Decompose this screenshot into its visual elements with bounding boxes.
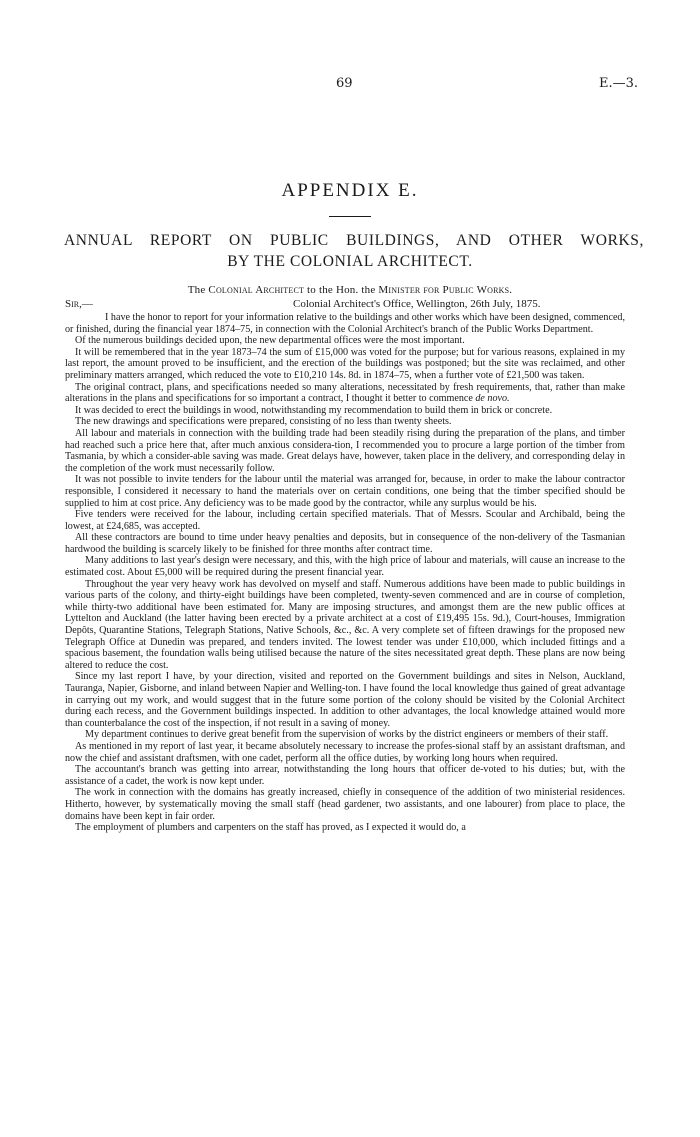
addressing-to-text: to the Hon. the	[307, 284, 376, 296]
report-body	[65, 312, 625, 834]
paragraph: Five tenders were received for the labour, including certain specified materials. That of Messrs. Scoular and Archibald, being the lowest, at £24,685, was accepted.	[65, 509, 625, 532]
paragraph: Since my last report I have, by your direction, visited and reported on the Government buildings and sites in Nelson, Auckland, Tauranga, Napier, Gisborne, and inland between Napier and Welling-ton. I have found the local knowledge thus gained of great advantage in carrying out my work, and would suggest that in the future some portion of the colony should be visited by the Colonial Architect during each recess, and the Government buildings inspected. In addition to other advantages, the local knowledge attained would more than counterbalance the cost of the inspection, if not result in a saving of money.	[65, 671, 625, 729]
page-number: 69	[336, 76, 353, 91]
addressing-to: Minister for Public Works.	[378, 284, 513, 296]
paragraph: The work in connection with the domains has greatly increased, chiefly in consequence of the addition of two ministerial residences. Hitherto, however, by systematically moving the small staff (head gardener, two assistants, and one labourer) from place to place, the domains have been kept in fair order.	[65, 787, 625, 822]
paragraph: It was decided to erect the buildings in wood, notwithstanding my recommendation to build them in brick or concrete.	[75, 404, 553, 416]
paragraph: My department continues to derive great benefit from the supervision of works by the district engineers or members of their staff.	[85, 729, 609, 741]
paragraph: I have the honor to report for your information relative to the buildings and other works which have been designed, commenced, or finished, during the financial year 1874–75, in connection with the Colonial Architect's branch of the Public Works Department.	[65, 312, 625, 335]
appendix-title: APPENDIX E.	[281, 180, 419, 201]
addressing-the: The	[187, 284, 206, 296]
paragraph: All these contractors are bound to time under heavy penalties and deposits, but in consequence of the non-delivery of the Tasmanian hardwood the building is scarcely likely to be finished for three months after contract time.	[65, 532, 625, 555]
paragraph: It will be remembered that in the year 1873–74 the sum of £15,000 was voted for the purpose; but for various reasons, explained in my last report, the amount proved to be insufficient, and the erection of the buildings was postponed; but the site was reclaimed, and other preliminary matters arranged, which reduced the vote to £10,210 14s. 8d. in 1874–75, when a further vote of £21,500 was taken.	[65, 346, 625, 381]
paragraph: As mentioned in my report of last year, it became absolutely necessary to increase the profes-sional staff by an assistant draftsman, and now the chief and assistant draftsmen, with one cadet, perform all the office duties, by working long hours when required.	[65, 740, 625, 764]
paragraph: Of the numerous buildings decided upon, the new departmental offices were the most important.	[75, 335, 465, 347]
paragraph: It was not possible to invite tenders for the labour until the material was arranged for, because, in order to make the labour contractor responsible, I considered it necessary to hand the materials over on certain conditions, one being that the timber specified should be supplied to him at cost price. Any deficiency was to be made good by the contractor, while any surplus would be his.	[65, 474, 625, 509]
salutation: Sir,—	[65, 298, 93, 310]
paragraph: The employment of plumbers and carpenters on the staff has proved, as I expected it would do, a	[75, 822, 466, 834]
italic-phrase: de novo.	[475, 393, 510, 405]
report-title-line-2: BY THE COLONIAL ARCHITECT.	[227, 253, 473, 270]
report-title-line-1: ANNUAL REPORT ON PUBLIC BUILDINGS, AND OTHER WORKS,	[64, 232, 644, 249]
paragraph-text: The original contract, plans, and specifications needed so many alterations, necessitated by fresh requirements, that, rather than make alterations in the plans and specifications for so important a contract, I thought it better to commence	[65, 381, 625, 405]
paragraph: Throughout the year very heavy work has devolved on myself and staff. Numerous additions have been made to public buildings in various parts of the colony, and thirty-eight buildings have been completed, twenty-seven commenced and are in course of completion, while thirty-two additional have been estimated for. Many are imposing structures, and amongst them are the new public offices at Lyttelton and Auckland (the latter having been erected by a private architect at a cost of £19,495 15s. 9d.), Court-houses, Immigration Depôts, Quarantine Stations, Telegraph Stations, Native Schools, &c., &c. A very complete set of fifteen drawings for the proposed new Telegraph Office at Dunedin was prepared, and tenders invited. The lowest tender was under £10,000, which included fittings and a spacious basement, the foundation walls being utilised because the nature of the sites necessitated great depth. These plans are now being altered to reduce the cost.	[65, 578, 625, 671]
paragraph	[65, 382, 625, 405]
paragraph: The new drawings and specifications were prepared, consisting of no less than twenty sheets.	[75, 416, 452, 428]
document-reference: E.—3.	[598, 76, 638, 91]
office-dateline: Colonial Architect's Office, Wellington, 26th July, 1875.	[293, 298, 541, 310]
title-divider	[329, 216, 371, 217]
paragraph: The accountant's branch was getting into arrear, notwithstanding the long hours that officer de-voted to his duties; but, with the assistance of a cadet, the work is now kept under.	[65, 764, 625, 787]
addressing-from: Colonial Architect	[208, 284, 305, 296]
paragraph: Many additions to last year's design were necessary, and this, with the high price of labour and materials, will cause an increase to the estimated cost. About £5,000 will be required during the present financial year.	[65, 555, 625, 579]
paragraph: All labour and materials in connection with the building trade had been steadily rising during the preparation of the plans, and timber had reached such a price here that, after much anxious considera-tion, I recommended you to procure a large portion of the timber from Tasmania, by which a consider-able saving was made. Great delays have, however, taken place in the delivery, and corresponding delay in the completion of the work must necessarily follow.	[65, 427, 625, 474]
addressing-line	[0, 284, 700, 296]
